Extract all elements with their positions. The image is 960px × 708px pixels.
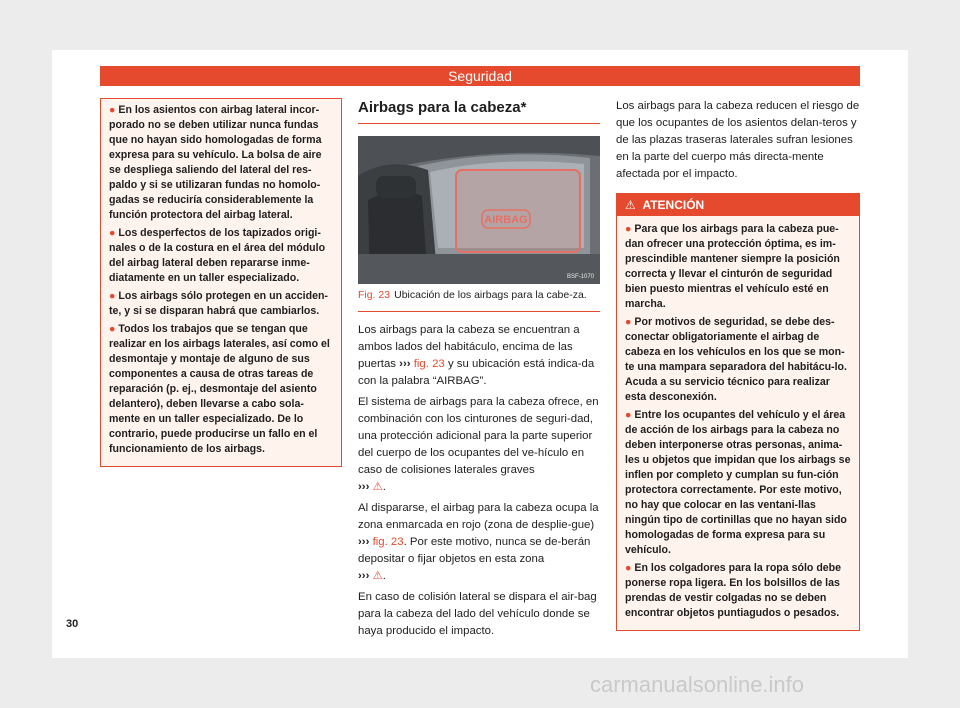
bullet-icon: ● (109, 290, 116, 302)
warning-item: ● Todos los trabajos que se tengan que realizar en los airbags laterales, así como el desmontaje y montaje de alguno de sus componentes a causa de otras tareas de reparación (p. ej., desmontaje del asiento delantero), deben llevarse a cabo sola-mente en un taller especializado. De lo contrario, puede producirse un fallo en el funcionamiento de los airbags. (109, 323, 330, 455)
paragraph: Los airbags para la cabeza se encuentran a ambos lados del habitáculo, encima de las puertas ››› fig. 23 y su ubicación está indica-da con la palabra “AIRBAG”. (358, 324, 595, 387)
bullet-icon: ● (625, 409, 632, 421)
watermark: carmanualsonline.info (590, 672, 805, 697)
airbag-label: AIRBAG (484, 214, 528, 226)
attention-item: ● En los colgadores para la ropa sólo debe ponerse ropa ligera. En los bolsillos de las prendas de vestir colgadas no se deben encontrar objetos puntiagudos o pesados. (625, 562, 842, 619)
bullet-icon: ● (109, 323, 116, 335)
warning-item: ● Los airbags sólo protegen en un acciden-te, y si se disparan habrá que cambiarlos. (109, 290, 328, 317)
bullet-icon: ● (625, 316, 632, 328)
section-title: Airbags para la cabeza* (358, 98, 600, 124)
left-column (100, 98, 342, 467)
figure-airbag-location (358, 136, 600, 284)
bullet-icon: ● (109, 227, 116, 239)
bullet-icon: ● (625, 223, 632, 235)
figure-link[interactable]: fig. 23 (413, 358, 445, 370)
arrows-icon: ››› (358, 570, 370, 582)
figure-caption: Fig. 23 Ubicación de los airbags para la cabe-za. (358, 288, 600, 312)
warning-item: ● En los asientos con airbag lateral incor-porado no se deben utilizar nunca fundas que no hayan sido homologadas de forma expresa para su vehículo. La bolsa de aire se despliega saliendo del lateral del res-paldo y si se utilizaran fundas no homolo-gadas se reduciría considerablemente la función protectora del airbag lateral. (109, 104, 322, 221)
attention-item: ● Para que los airbags para la cabeza pue-dan ofrecer una protección óptima, es im-prescindible mantener siempre la posición correcta y llevar el cinturón de seguridad bien puesto mientras el vehículo esté en marcha. (625, 223, 840, 310)
warning-triangle-icon: ⚠ (372, 481, 383, 493)
attention-item: ● Por motivos de seguridad, se debe des-conectar obligatoriamente el airbag de cabeza en los vehículos en los que se mon-te una mampara separadora del habitácu-lo. Acuda a su servicio técnico para realizar esta desconexión. (625, 316, 847, 403)
figure-label: Fig. 23 (358, 289, 391, 301)
attention-body (617, 216, 859, 630)
right-column (616, 98, 860, 631)
middle-column (358, 98, 600, 644)
car-interior-illustration (358, 136, 600, 284)
attention-header: ⚠ ATENCIÓN (617, 194, 859, 216)
paragraph: En caso de colisión lateral se dispara el air-bag para la cabeza del lado del vehículo donde se haya producido el impacto. (358, 591, 597, 637)
arrows-icon: ››› (358, 536, 370, 548)
warning-box (100, 98, 342, 467)
bullet-icon: ● (625, 562, 632, 574)
arrows-icon: ››› (358, 481, 370, 493)
arrows-icon: ››› (399, 358, 411, 370)
page-header: Seguridad (100, 66, 860, 86)
paragraph: El sistema de airbags para la cabeza ofrece, en combinación con los cinturones de seguri-dad, una protección adicional para la parte superior del cuerpo de los ocupantes del ve-hículo en caso de colisiones laterales graves ››› ⚠. (358, 396, 599, 493)
figure-code: BSF-1070 (566, 274, 594, 280)
warning-item: ● Los desperfectos de los tapizados origi-nales o de la costura en el área del módulo del airbag lateral deben repararse inme-diatamente en un taller especializado. (109, 227, 326, 284)
warning-triangle-icon: ⚠ (372, 570, 383, 582)
attention-item: ● Entre los ocupantes del vehículo y el área de acción de los airbags para la cabeza no deben interponerse otras personas, anima-les u objetos que impidan que los airbags se inflen por completo y cumplan su fun-ción protectora correctamente. Por este motivo, no hay que colocar en las ventani-llas ningún tipo de cortinillas que no hayan sido homologadas de forma expresa para su vehículo. (625, 409, 851, 556)
warning-triangle-icon: ⚠ (625, 198, 636, 212)
bullet-icon: ● (109, 104, 116, 116)
page-number: 30 (66, 618, 79, 630)
intro-paragraph: Los airbags para la cabeza reducen el riesgo de que los ocupantes de los asientos delan-teros y de las plazas traseras laterales sufran lesiones en la parte del cuerpo más directa-mente afectada por el impacto. (616, 100, 860, 180)
figure-link[interactable]: fig. 23 (372, 536, 404, 548)
attention-box (616, 193, 860, 631)
paragraph: Al dispararse, el airbag para la cabeza ocupa la zona enmarcada en rojo (zona de desplie-gue) ››› fig. 23. Por este motivo, nunca se de-berán depositar o fijar objetos en esta zona ››› ⚠. (358, 502, 599, 582)
